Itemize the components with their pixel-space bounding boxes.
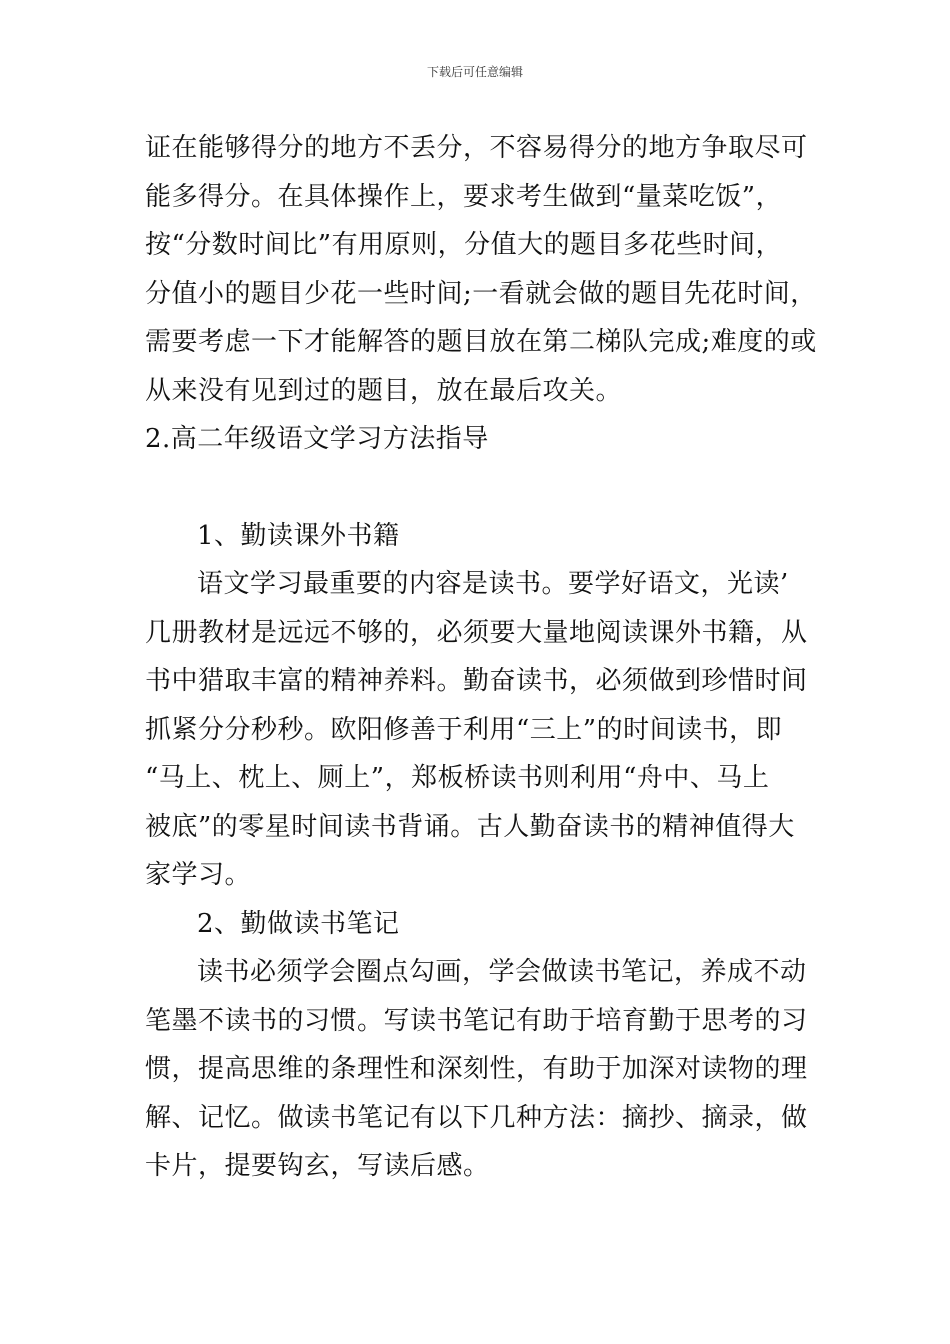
text-line: 证在能够得分的地方不丢分，不容易得分的地方争取尽可 [145,133,808,163]
text-line: 笔墨不读书的习惯。写读书笔记有助于培育勤于思考的习 [145,1005,808,1036]
document-body [145,124,815,1191]
subsection-heading: 2、勤做读书笔记 [197,908,400,939]
text-line: 分值小的题目少花一些时间;一看就会做的题目先花时间， [145,278,817,309]
text-line: 抓紧分分秒秒。欧阳修善于利用“三上”的时间读书，即 [145,714,783,745]
section-heading: 2.高二年级语文学习方法指导 [145,424,489,454]
text-line: 书中猎取丰富的精神养料。勤奋读书，必须做到珍惜时间 [145,666,808,696]
blank-line [145,464,815,512]
text-line: 从来没有见到过的题目，放在最后攻关。 [145,375,623,406]
text-line: 被底”的零星时间读书背诵。古人勤奋读书的精神值得大 [145,811,795,842]
text-line: 卡片，提要钩玄，写读后感。 [145,1151,490,1181]
text-line: 能多得分。在具体操作上，要求考生做到“量菜吃饭”， [145,181,783,212]
page-header: 下载后可任意编辑 [426,65,523,79]
text-line: 需要考虑一下才能解答的题目放在第二梯队完成;难度的或 [145,327,817,357]
text-line: 按“分数时间比”有用原则，分值大的题目多花些时间， [145,230,783,260]
text-line: 家学习。 [145,860,252,890]
text-line: 惯，提高思维的条理性和深刻性，有助于加深对读物的理 [145,1054,808,1084]
subsection-heading: 1、勤读课外书籍 [197,520,400,551]
text-line: “马上、枕上、厕上”，郑板桥读书则利用“舟中、马上 [145,763,770,793]
paragraph-first-line: 读书必须学会圈点勾画，学会做读书笔记，养成不动 [197,957,807,987]
text-line: 几册教材是远远不够的，必须要大量地阅读课外书籍，从 [145,617,808,648]
paragraph-first-line: 语文学习最重要的内容是读书。要学好语文，光读’ [197,569,789,599]
text-line: 解、记忆。做读书笔记有以下几种方法：摘抄、摘录，做 [145,1102,808,1133]
